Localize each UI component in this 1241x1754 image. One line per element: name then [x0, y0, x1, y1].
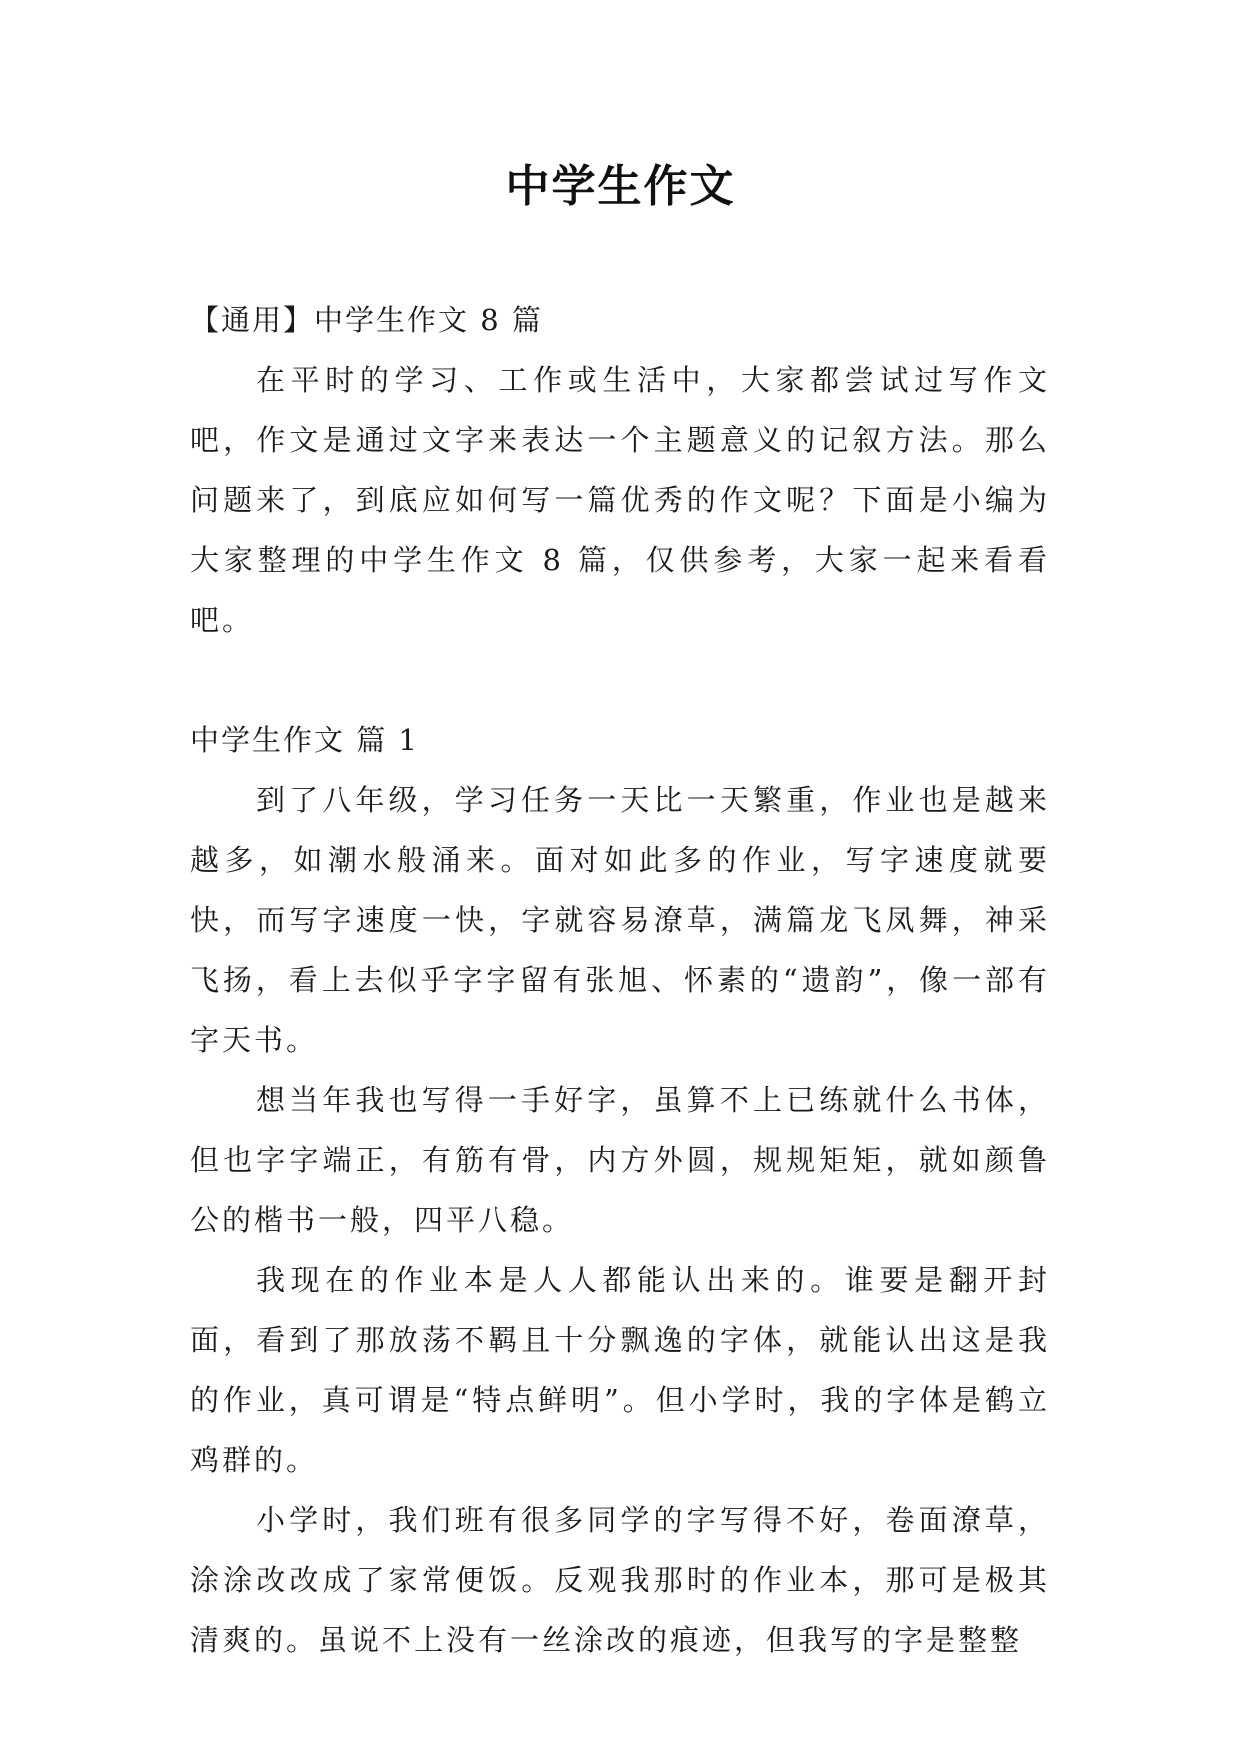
- section-spacer: [190, 650, 1050, 710]
- body-paragraph-1: 到了八年级，学习任务一天比一天繁重，作业也是越来越多，如潮水般涌来。面对如此多的作业，写字速度就要快，而写字速度一快，字就容易潦草，满篇龙飞凤舞，神采飞扬，看上去似乎字字留有张旭、怀素的“遗韵”，像一部有字天书。: [190, 783, 1050, 1057]
- document-title: 中学生作文: [505, 161, 736, 212]
- body-paragraph-2: 想当年我也写得一手好字，虽算不上已练就什么书体，但也字字端正，有筋有骨，内方外圆，规规矩矩，就如颜鲁公的楷书一般，四平八稳。: [190, 1083, 1050, 1237]
- body-paragraph-4: 小学时，我们班有很多同学的字写得不好，卷面潦草，涂涂改改成了家常便饭。反观我那时的作业本，那可是极其清爽的。虽说不上没有一丝涂改的痕迹，但我写的字是整整: [190, 1503, 1050, 1657]
- intro-paragraph: 在平时的学习、工作或生活中，大家都尝试过写作文吧，作文是通过文字来表达一个主题意义的记叙方法。那么问题来了，到底应如何写一篇优秀的作文呢？下面是小编为大家整理的中学生作文 8 篇，仅供参考，大家一起来看看吧。: [190, 363, 1050, 637]
- body-paragraph-3: 我现在的作业本是人人都能认出来的。谁要是翻开封面，看到了那放荡不羁且十分飘逸的字体，就能认出这是我的作业，真可谓是“特点鲜明”。但小学时，我的字体是鹤立鸡群的。: [190, 1263, 1050, 1477]
- document-subtitle: 【通用】中学生作文 8 篇: [190, 303, 543, 337]
- document-body: [190, 290, 1050, 1670]
- section-heading: 中学生作文 篇 1: [190, 723, 419, 757]
